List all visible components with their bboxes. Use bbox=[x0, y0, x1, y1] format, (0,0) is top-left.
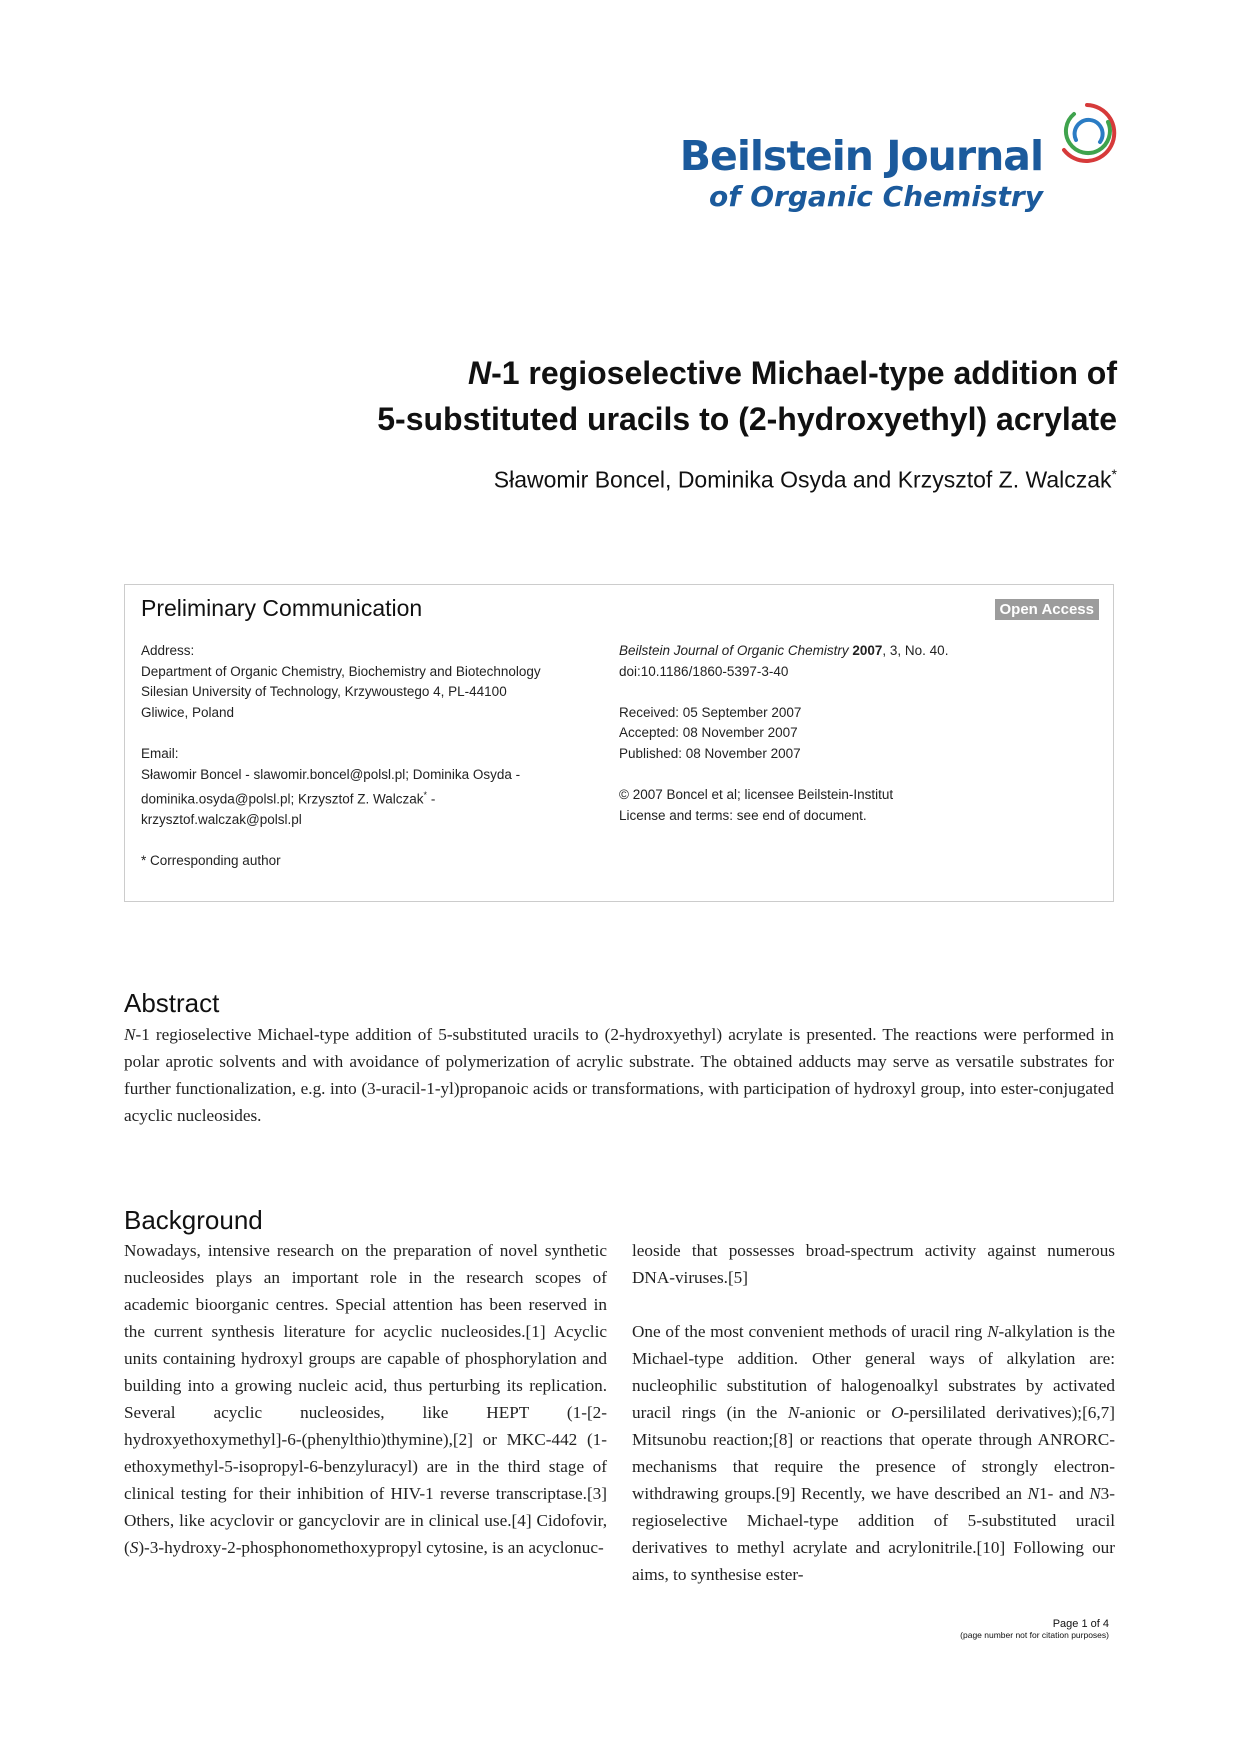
background-text: -persililated derivatives);[6,7] Mitsunobu reaction;[8] or reactions that operate through ANRORC-mechanisms that require the presence of strongly electron-withdrawing groups.[9] Recently, we have described an bbox=[632, 1403, 1116, 1503]
background-italic: N bbox=[987, 1322, 999, 1341]
journal-name-line1: Beilstein Journal bbox=[679, 132, 1043, 180]
article-info-box bbox=[124, 584, 1114, 902]
citation-column bbox=[619, 641, 1089, 826]
background-text: 1- and bbox=[1039, 1484, 1090, 1503]
address-column bbox=[141, 641, 581, 872]
background-italic: N bbox=[787, 1403, 800, 1422]
page-note: (page number not for citation purposes) bbox=[960, 1630, 1109, 1640]
background-text: Nowadays, intensive research on the preparation of novel synthetic nucleosides plays an important role in the research scopes of academic bioorganic centres. Special attention has been reserved in the current synthesis literature for acyclic nucleosides.[1] Acyclic units containing hydroxyl groups are capable of phosphorylation and building into a growing nucleic acid, thus perturbing its replication. Several acyclic nucleosides, like HEPT (1-[2-hydroxyethoxymethyl]-6-(phenylthio)thymine),[2] or MKC-442 (1-ethoxymethyl-5-isopropyl-6-benzyluracyl) are in the third stage of clinical testing for their inhibition of HIV-1 reverse transcriptase.[3] Others, like acyclovir or gancyclovir are in clinical use.[4] Cidofovir, ( bbox=[124, 1241, 607, 1557]
background-text: )-3-hydroxy-2-phosphonomethoxypropyl cytosine, is an acyclonuc- bbox=[138, 1538, 604, 1557]
background-text: 3-regioselective Michael-type addition of 5-substituted uracil derivatives to methyl acrylate and acrylonitrile.[10] Following our aims, to synthesise ester- bbox=[632, 1484, 1115, 1584]
journal-name-line2: of Organic Chemistry bbox=[709, 180, 1043, 213]
abstract-body: -1 regioselective Michael-type addition of 5-substituted uracils to (2-hydroxyethyl) acrylate is presented. The reactions were performed in polar aprotic solvents and with avoidance of polymerization of acrylic substrate. The obtained adducts may serve as versatile substrates for further functionalization, e.g. into (3-uracil-1-yl)propanoic acids or transformations, with participation of hydroxyl group, into ester-conjugated acyclic nucleosides. bbox=[124, 1025, 1114, 1125]
author-names: Sławomir Boncel, Dominika Osyda and Krzysztof Z. Walczak bbox=[493, 466, 1112, 493]
background-italic: N bbox=[1089, 1484, 1101, 1503]
abstract-text bbox=[124, 1021, 1114, 1129]
address-line: Silesian University of Technology, Krzywoustego 4, PL-44100 bbox=[141, 684, 507, 700]
background-column-2 bbox=[632, 1237, 1115, 1588]
address-line: Gliwice, Poland bbox=[141, 704, 235, 720]
email-line bbox=[141, 785, 581, 810]
authors bbox=[494, 466, 1117, 494]
email-line-dash: - bbox=[427, 791, 436, 807]
corresponding-note: * Corresponding author bbox=[141, 853, 281, 869]
background-paragraph bbox=[632, 1318, 1115, 1588]
background-heading: Background bbox=[124, 1205, 263, 1235]
doi: doi:10.1186/1860-5397-3-40 bbox=[619, 663, 789, 679]
background-text: -alkylation is the Michael-type addition. Other general ways of alkylation are: nucleophilic substitution of halogenoalkyl substrates by activated uracil rings (in the bbox=[632, 1322, 1116, 1422]
published-date: Published: 08 November 2007 bbox=[619, 745, 801, 761]
journal-rings-icon bbox=[1054, 100, 1120, 166]
background-text: -anionic or bbox=[799, 1403, 892, 1422]
email-corresponding-mark: * bbox=[423, 790, 428, 801]
email-line-text: dominika.osyda@polsl.pl; Krzysztof Z. Walczak bbox=[141, 791, 424, 807]
license: License and terms: see end of document. bbox=[619, 807, 867, 823]
received-date: Received: 05 September 2007 bbox=[619, 704, 802, 720]
address-label: Address: bbox=[141, 643, 195, 658]
journal-logo bbox=[679, 100, 1180, 220]
page-number: Page 1 of 4 bbox=[1052, 1618, 1109, 1630]
background-italic: N bbox=[1027, 1484, 1039, 1503]
email-line: krzysztof.walczak@polsl.pl bbox=[141, 812, 302, 828]
article-type: Preliminary Communication bbox=[141, 595, 423, 621]
background-paragraph: leoside that possesses broad-spectrum activity against numerous DNA-viruses.[5] bbox=[632, 1241, 1115, 1287]
page-footer bbox=[960, 1618, 1109, 1640]
background-italic: S bbox=[129, 1538, 139, 1557]
citation-journal: Beilstein Journal of Organic Chemistry bbox=[619, 643, 849, 658]
background-column-1 bbox=[124, 1237, 607, 1561]
open-access-badge: Open Access bbox=[995, 599, 1100, 620]
citation-year: 2007 bbox=[852, 643, 883, 658]
abstract-italic-n: N bbox=[124, 1025, 136, 1044]
copyright: © 2007 Boncel et al; licensee Beilstein-Institut bbox=[619, 787, 894, 803]
article-title bbox=[217, 350, 1117, 442]
abstract-heading: Abstract bbox=[124, 988, 220, 1018]
background-italic: O bbox=[891, 1403, 904, 1422]
accepted-date: Accepted: 08 November 2007 bbox=[619, 725, 798, 741]
address-line: Department of Organic Chemistry, Biochemistry and Biotechnology bbox=[141, 663, 541, 679]
background-text: One of the most convenient methods of uracil ring bbox=[632, 1322, 988, 1341]
email-label: Email: bbox=[141, 745, 179, 761]
title-line1: -1 regioselective Michael-type addition of bbox=[491, 355, 1117, 391]
title-italic-n: N bbox=[467, 355, 492, 391]
email-line: Sławomir Boncel - slawomir.boncel@polsl.pl; Dominika Osyda - bbox=[141, 766, 521, 782]
title-line2: 5-substituted uracils to (2-hydroxyethyl) acrylate bbox=[377, 401, 1117, 437]
citation-volume: , 3, No. 40. bbox=[882, 643, 949, 658]
corresponding-mark: * bbox=[1111, 466, 1117, 482]
citation bbox=[619, 641, 1089, 662]
